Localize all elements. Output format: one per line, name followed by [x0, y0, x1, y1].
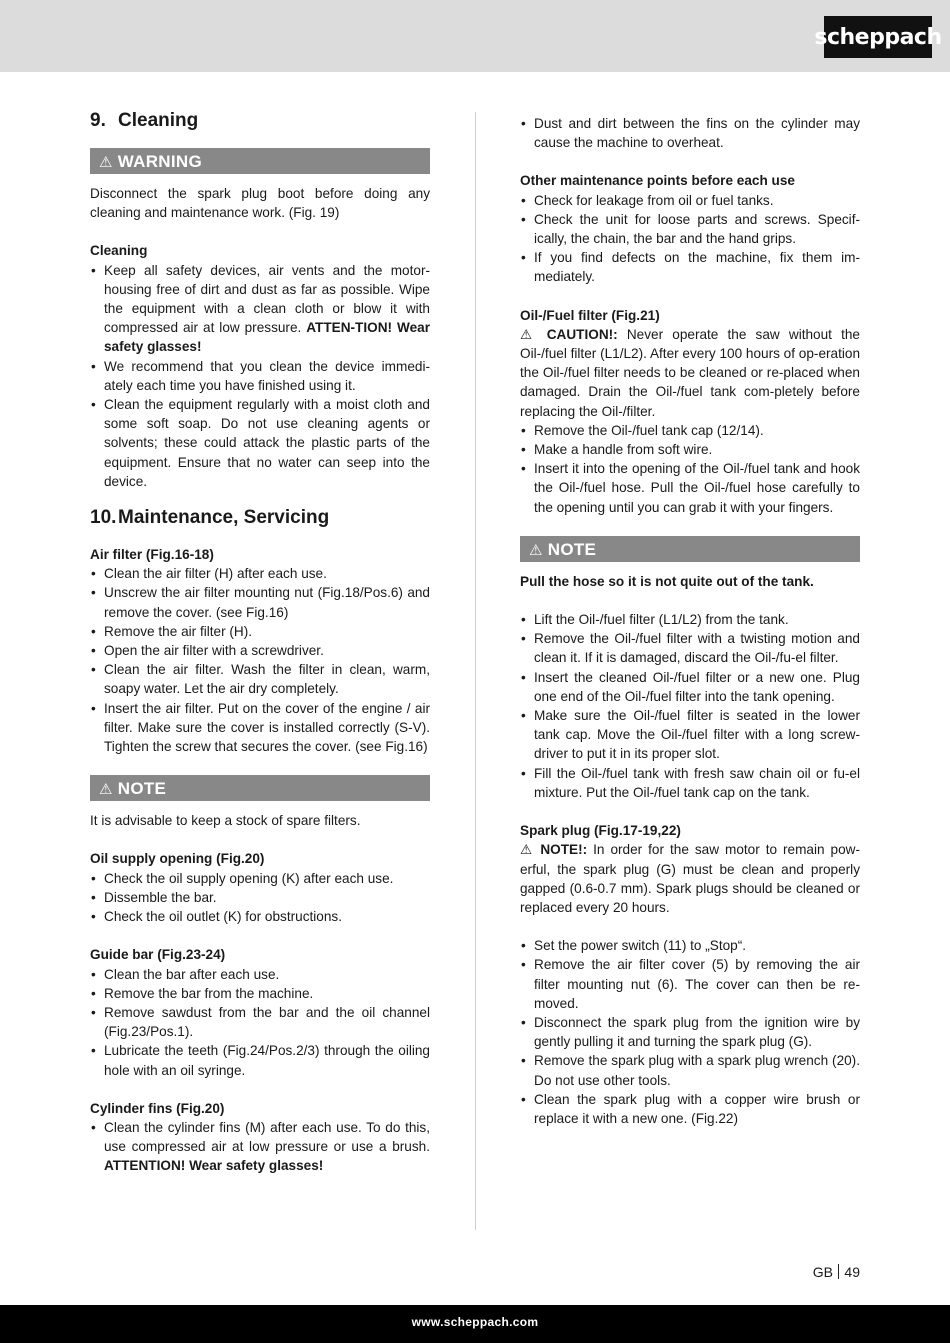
note-text: It is advisable to keep a stock of spare filters.	[90, 813, 361, 829]
note-text: Pull the hose so it is not quite out of the tank.	[520, 573, 814, 589]
list-item: • Check the oil outlet (K) for obstructions.	[90, 907, 430, 926]
right-column	[520, 114, 860, 1128]
page-number: GB 49	[812, 1264, 860, 1280]
subheading-fuel-filter: Oil-/Fuel filter (Fig.21)	[520, 307, 660, 323]
note-banner: ⚠ NOTE	[90, 775, 430, 801]
list-item: • Keep all safety devices, air vents and the motor-housing free of dirt and dust as far as possible. Wipe the equipment with a clean cloth or blow it with compressed air at low pressure. ATTEN-TION! Wear safety glasses!	[90, 261, 430, 357]
list-item: • Insert the air filter. Put on the cover of the engine / air filter. Make sure the cover is installed correctly (S-V). Tighten the screw that secures the cover. (see Fig.16)	[90, 699, 430, 757]
air-filter-list	[90, 564, 430, 756]
list-item: • Set the power switch (11) to „Stop“.	[520, 936, 860, 955]
list-item: • Make sure the Oil-/fuel filter is seated in the lower tank cap. Move the Oil-/fuel filter with a long screw-driver to put it in its proper slot.	[520, 706, 860, 764]
list-item: • Remove the Oil-/fuel tank cap (12/14).	[520, 421, 860, 440]
section-heading-cleaning: 9. Cleaning	[90, 110, 199, 131]
list-item: • Dissemble the bar.	[90, 888, 430, 907]
lift-filter-list	[520, 610, 860, 802]
warning-text: Disconnect the spark plug boot before doing any cleaning and maintenance work. (Fig. 19)	[90, 186, 430, 221]
list-item: • Clean the spark plug with a copper wire brush or replace it with a new one. (Fig.22)	[520, 1090, 860, 1128]
header-bar	[0, 0, 950, 72]
list-item: • Clean the cylinder fins (M) after each use. To do this, use compressed air at low pressure or use a brush. ATTENTION! Wear safety glasses!	[90, 1118, 430, 1176]
subheading-cylinder-fins: Cylinder fins (Fig.20)	[90, 1100, 225, 1116]
column-divider	[475, 112, 476, 1230]
warning-triangle-icon: ⚠	[520, 326, 547, 342]
list-item: • Make a handle from soft wire.	[520, 440, 860, 459]
subheading-spark-plug: Spark plug (Fig.17-19,22)	[520, 823, 681, 839]
caution-text: ⚠ CAUTION!: Never operate the saw without the Oil-/fuel filter (L1/L2). After every 100 hours of op-eration the Oil-/fuel filter needs to be cleaned or re-placed when damaged. Drain the Oil-/fuel tank com-pletely before replacing the Oil-/filter.	[520, 326, 861, 419]
subheading-cleaning: Cleaning	[90, 243, 148, 259]
list-item: • Clean the equipment regularly with a moist cloth and some soft soap. Do not use cleaning agents or solvents; these could attack the plastic parts of the equipment. Ensure that no water can seep into the device.	[90, 395, 430, 491]
oil-supply-list	[90, 869, 430, 927]
spark-plug-list	[520, 936, 860, 1128]
list-item: • Remove sawdust from the bar and the oil channel (Fig.23/Pos.1).	[90, 1003, 430, 1041]
section-heading-maintenance: 10.Maintenance, Servicing	[90, 507, 330, 529]
note-banner: ⚠ NOTE	[520, 536, 860, 562]
list-item: • Open the air filter with a screwdriver.	[90, 641, 430, 660]
footer-url[interactable]: www.scheppach.com	[411, 1315, 539, 1329]
list-item: • If you find defects on the machine, fix them im-mediately.	[520, 248, 860, 286]
list-item: • Lift the Oil-/fuel filter (L1/L2) from the tank.	[520, 610, 860, 629]
list-item: • Remove the bar from the machine.	[90, 984, 430, 1003]
warning-triangle-icon: ⚠	[529, 541, 543, 559]
list-item: • Clean the bar after each use.	[90, 965, 430, 984]
cylinder-fins-list	[90, 1118, 430, 1176]
subheading-other-maintenance: Other maintenance points before each use	[520, 173, 795, 189]
list-item: • Fill the Oil-/fuel tank with fresh saw chain oil or fu-el mixture. Put the Oil-/fuel tank cap on the tank.	[520, 764, 860, 802]
subheading-guide-bar: Guide bar (Fig.23-24)	[90, 947, 226, 963]
fuel-filter-list	[520, 421, 860, 517]
warning-triangle-icon: ⚠	[99, 781, 113, 799]
warning-banner: ⚠ WARNING	[90, 148, 430, 174]
brand-logo: scheppach	[824, 16, 932, 58]
list-item: • We recommend that you clean the device immedi-ately each time you have finished using it.	[90, 357, 430, 395]
footer-bar	[0, 1305, 950, 1343]
list-item: • Lubricate the teeth (Fig.24/Pos.2/3) through the oiling hole with an oil syringe.	[90, 1041, 430, 1079]
warning-triangle-icon: ⚠	[99, 154, 113, 171]
list-item: • Disconnect the spark plug from the ignition wire by gently pulling it and turning the spark plug (G).	[520, 1013, 860, 1051]
list-item: • Check for leakage from oil or fuel tanks.	[520, 191, 860, 210]
list-item: • Unscrew the air filter mounting nut (Fig.18/Pos.6) and remove the cover. (see Fig.16)	[90, 583, 430, 621]
warning-triangle-icon: ⚠	[520, 842, 541, 858]
cleaning-list	[90, 261, 430, 491]
list-item: • Insert it into the opening of the Oil-/fuel tank and hook the Oil-/fuel hose. Pull the Oil-/fuel hose carefully to the opening until you can grab it with your fingers.	[520, 459, 860, 517]
list-item: • Remove the air filter cover (5) by removing the air filter mounting nut (6). The cover can then be re-moved.	[520, 955, 860, 1013]
guide-bar-list	[90, 965, 430, 1080]
list-item: • Remove the air filter (H).	[90, 622, 430, 641]
subheading-oil-supply: Oil supply opening (Fig.20)	[90, 851, 265, 867]
list-item: • Check the unit for loose parts and screws. Specif-ically, the chain, the bar and the hand grips.	[520, 210, 860, 248]
other-maintenance-list	[520, 191, 860, 287]
list-item: • Check the oil supply opening (K) after each use.	[90, 869, 430, 888]
list-item: • Clean the air filter. Wash the filter in clean, warm, soapy water. Let the air dry completely.	[90, 660, 430, 698]
cylinder-fins-list-cont	[520, 114, 860, 152]
list-item: • Dust and dirt between the fins on the cylinder may cause the machine to overheat.	[520, 114, 860, 152]
list-item: • Remove the spark plug with a spark plug wrench (20). Do not use other tools.	[520, 1051, 860, 1089]
list-item: • Remove the Oil-/fuel filter with a twisting motion and clean it. If it is damaged, discard the Oil-/fu-el filter.	[520, 629, 860, 667]
list-item: • Clean the air filter (H) after each use.	[90, 564, 430, 583]
spark-note-text: ⚠ NOTE!: In order for the saw motor to remain pow-erful, the spark plug (G) must be clean and properly gapped (0.6-0.7 mm). Spark plugs should be cleaned or replaced every 20 hours.	[520, 842, 860, 915]
list-item: • Insert the cleaned Oil-/fuel filter or a new one. Plug one end of the Oil-/fuel filter into the tank opening.	[520, 668, 860, 706]
subheading-air-filter: Air filter (Fig.16-18)	[90, 547, 214, 563]
left-column	[90, 108, 430, 1176]
